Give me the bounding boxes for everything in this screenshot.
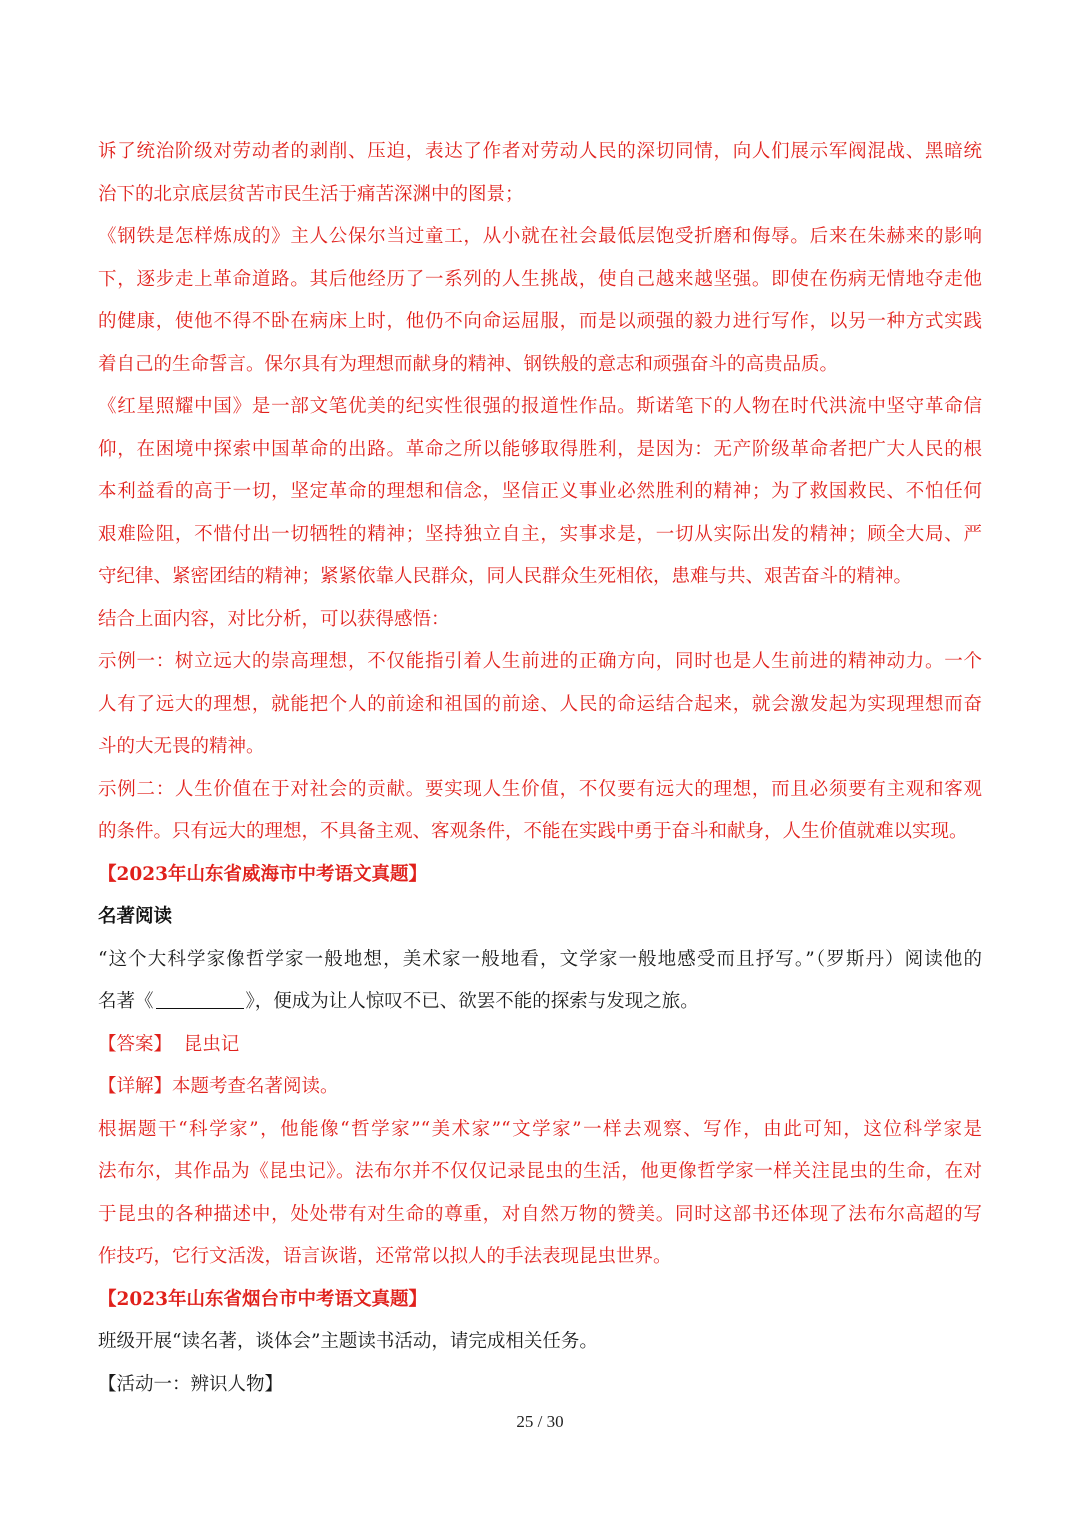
text-line: 示例一：树立远大的崇高理想，不仅能指引着人生前进的正确方向，同时也是人生前进的精神动力。一个 <box>98 651 982 672</box>
section-heading: 名著阅读 <box>98 906 173 927</box>
detail-line <box>98 1066 982 1109</box>
text-line: 仰，在困境中探索中国革命的出路。革命之所以能够取得胜利，是因为：无产阶级革命者把广大人民的根 <box>98 438 982 460</box>
explanation-line: 根据题干“科学家”，他能像“哲学家”“美术家”“文学家”一样去观察、写作，由此可知，这位科学家是 <box>98 1118 982 1140</box>
activity-intro: 班级开展“读名著，谈体会”主题读书活动，请完成相关任务。 <box>98 1331 598 1352</box>
question-line-with-blank <box>98 981 982 1024</box>
text-line: 结合上面内容，对比分析，可以获得感悟： <box>98 608 450 630</box>
detail-label: 【详解】 <box>98 1076 173 1097</box>
text-line: 的条件。只有远大的理想，不具备主观、客观条件，不能在实践中勇于奋斗和献身，人生价值就难以实现。 <box>98 821 968 842</box>
section-title-weihai: 【2023年山东省威海市中考语文真题】 <box>98 863 427 885</box>
detail-text: 本题考查名著阅读。 <box>172 1076 339 1097</box>
text-line: 艰难险阻，不惜付出一切牺牲的精神；坚持独立自主，实事求是，一切从实际出发的精神；顾全大局、严 <box>98 523 982 545</box>
text-line: 治下的北京底层贫苦市民生活于痛苦深渊中的图景； <box>98 183 524 205</box>
text-line: 《红星照耀中国》是一部文笔优美的纪实性很强的报道性作品。斯诺笔下的人物在时代洪流中坚守革命信 <box>98 396 982 417</box>
question-suffix: 》，便成为让人惊叹不已、欲罢不能的探索与发现之旅。 <box>245 991 699 1012</box>
text-line: 守纪律、紧密团结的精神；紧紧依靠人民群众，同人民群众生死相依，患难与共、艰苦奋斗的精神。 <box>98 566 913 587</box>
text-line: 下，逐步走上革命道路。其后他经历了一系列的人生挑战，使自己越来越坚强。即使在伤病无情地夺走他 <box>98 268 982 290</box>
explanation-line: 法布尔，其作品为《昆虫记》。法布尔并不仅仅记录昆虫的生活，他更像哲学家一样关注昆虫的生命，在对 <box>98 1161 982 1182</box>
text-line: 人有了远大的理想，就能把个人的前途和祖国的前途、人民的命运结合起来，就会激发起为实现理想而奋 <box>98 693 982 715</box>
explanation-line: 于昆虫的各种描述中，处处带有对生命的尊重，对自然万物的赞美。同时这部书还体现了法布尔高超的写 <box>98 1203 982 1225</box>
text-line: 的健康，使他不得不卧在病床上时，他仍不向命运屈服，而是以顽强的毅力进行写作，以另一种方式实践 <box>98 311 982 332</box>
section-title-yantai: 【2023年山东省烟台市中考语文真题】 <box>98 1288 427 1310</box>
text-line: 斗的大无畏的精神。 <box>98 736 265 757</box>
text-line: 《钢铁是怎样炼成的》主人公保尔当过童工，从小就在社会最低层饱受折磨和侮辱。后来在朱赫来的影响 <box>98 226 982 247</box>
answer-line <box>98 1024 982 1067</box>
text-line: 着自己的生命誓言。保尔具有为理想而献身的精神、钢铁般的意志和顽强奋斗的高贵品质。 <box>98 353 839 375</box>
activity-title: 【活动一：辨识人物】 <box>98 1373 284 1395</box>
text-line: 本利益看的高于一切，坚定革命的理想和信念，坚信正义事业必然胜利的精神；为了救国救民、不怕任何 <box>98 481 982 502</box>
page-number: 25 / 30 <box>516 1412 564 1431</box>
text-line: 示例二：人生价值在于对社会的贡献。要实现人生价值，不仅要有远大的理想，而且必须要有主观和客观 <box>98 778 982 800</box>
document-page <box>98 131 982 1406</box>
explanation-line: 作技巧，它行文活泼，语言诙谐，还常常以拟人的手法表现昆虫世界。 <box>98 1246 672 1267</box>
answer-label: 【答案】 <box>98 1033 173 1055</box>
answer-blank <box>156 988 244 1009</box>
answer-value: 昆虫记 <box>183 1033 240 1055</box>
text-line: 诉了统治阶级对劳动者的剥削、压迫，表达了作者对劳动人民的深切同情，向人们展示军阀混战、黑暗统 <box>98 141 982 162</box>
question-line: “这个大科学家像哲学家一般地想，美术家一般地看，文学家一般地感受而且抒写。”（罗斯丹）阅读他的 <box>98 948 982 970</box>
question-prefix: 名著《 <box>98 991 154 1012</box>
